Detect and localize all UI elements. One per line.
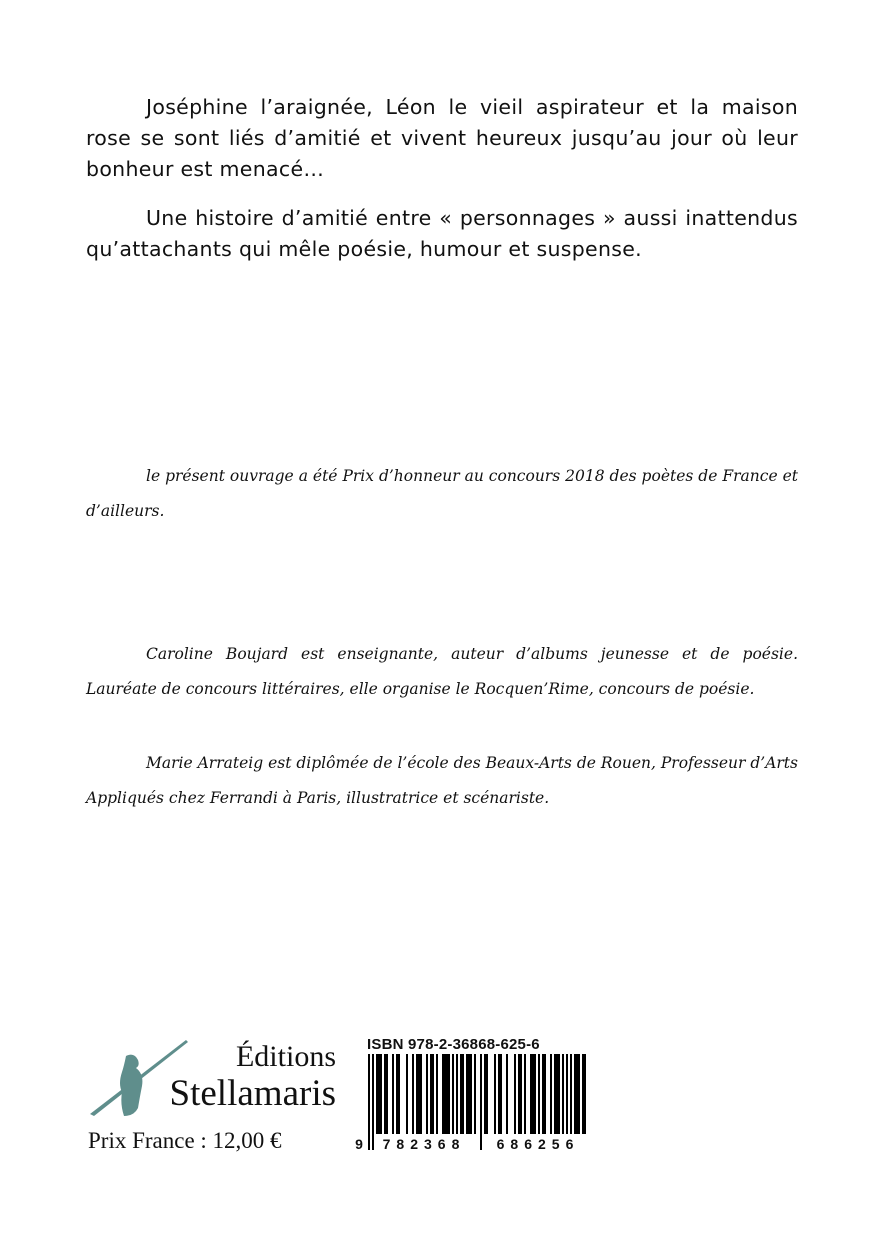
illustrator-bio: Marie Arrateig est diplômée de l’école des Beaux-Arts de Rouen, Professeur d’Arts Appliqués chez Ferrandi à Paris, illustratrice et scénariste. (86, 754, 798, 807)
barcode-bar (582, 1054, 586, 1134)
barcode-bar (384, 1054, 388, 1134)
barcode-bar (562, 1054, 564, 1134)
price: Prix France : 12,00 € (88, 1128, 282, 1153)
barcode-bar (452, 1054, 454, 1134)
barcode-bar (484, 1054, 488, 1134)
barcode-digits (350, 1136, 590, 1152)
barcode-bar (460, 1054, 464, 1134)
blurb-paragraph-1: Joséphine l’araignée, Léon le vieil aspirateur et la maison rose se sont liés d’amitié et vivent heureux jusqu’au jour où leur bonheur est menacé… (86, 95, 798, 181)
barcode-bar (514, 1054, 516, 1134)
barcode-right-group: 686256 (496, 1136, 580, 1152)
barcode-bar (430, 1054, 434, 1134)
barcode-bar (542, 1054, 546, 1134)
barcode-left-group: 782368 (382, 1136, 466, 1152)
barcode-bar (554, 1054, 560, 1134)
barcode-bar (498, 1054, 502, 1134)
barcode-bar (456, 1054, 458, 1134)
author-bio: Caroline Boujard est enseignante, auteur d’albums jeunesse et de poésie. Lauréate de concours littéraires, elle organise le Rocquen’Rime, concours de poésie. (86, 645, 798, 698)
isbn-label: ISBN 978-2-36868-625-6 (367, 1036, 540, 1053)
barcode-bar (574, 1054, 580, 1134)
barcode-bar (518, 1054, 522, 1134)
barcode-bar (506, 1054, 508, 1134)
barcode-bar (570, 1054, 572, 1134)
barcode-bar (376, 1054, 382, 1134)
barcode-bar (426, 1054, 428, 1134)
barcode-bar (412, 1054, 414, 1134)
barcode-bar (436, 1054, 438, 1134)
barcode-bar (392, 1054, 394, 1134)
barcode-bar (474, 1054, 476, 1134)
barcode-first-digit: 9 (355, 1136, 363, 1152)
barcode-bar (416, 1054, 422, 1134)
barcode-bar (566, 1054, 568, 1134)
publisher-name-line1: Éditions (235, 1040, 336, 1073)
barcode-bar (406, 1054, 408, 1134)
barcode-bar (550, 1054, 552, 1134)
barcode-bar (538, 1054, 540, 1134)
barcode-bar (524, 1054, 526, 1134)
blurb-paragraph-2: Une histoire d’amitié entre « personnages » aussi inattendus qu’attachants qui mêle poésie, humour et suspense. (86, 206, 798, 261)
barcode-bar (530, 1054, 536, 1134)
barcode-bar (396, 1054, 400, 1134)
publisher-name-line2: Stellamaris (169, 1073, 336, 1114)
barcode-bar (466, 1054, 472, 1134)
award-text: le présent ouvrage a été Prix d’honneur au concours 2018 des poètes de France et d’ailleurs. (86, 467, 798, 520)
barcode-bar (494, 1054, 496, 1134)
barcode-bar (442, 1054, 450, 1134)
